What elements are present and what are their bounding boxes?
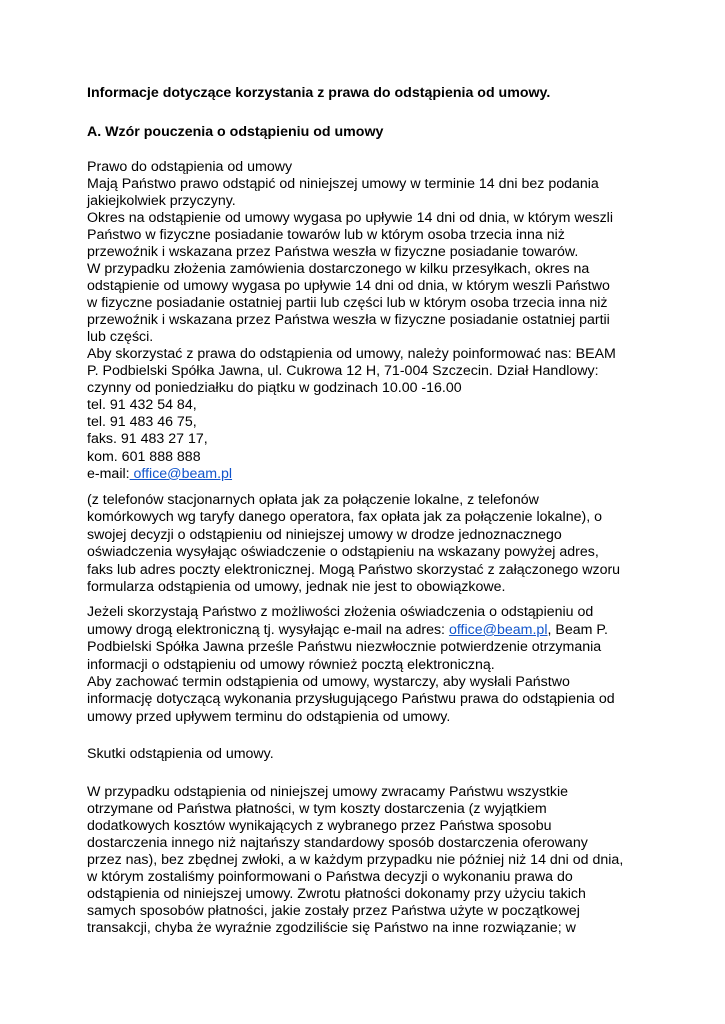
text-line: P. Podbielski Spółka Jawna, ul. Cukrowa 12 H, 71-004 Szczecin. Dział Handlowy: xyxy=(87,363,599,379)
text-line: przewoźnik i wskazana przez Państwa weszła w fizyczne posiadanie towarów. xyxy=(87,244,579,260)
section-a-heading: A. Wzór pouczenia o odstąpieniu od umowy xyxy=(87,124,384,140)
text-line: odstąpienie od umowy wygasa po upływie 14 dni od dnia, w którym weszli Państwo xyxy=(87,278,610,294)
text-line: umowy przed upływem terminu do odstąpienia od umowy. xyxy=(87,708,451,725)
text-line: komórkowych wg taryfy danego operatora, fax opłata jak za połączenie lokalne), o xyxy=(87,509,602,526)
text-span: umowy drogą elektroniczną tj. wysyłając e-mail na adres: xyxy=(87,621,449,638)
email-link[interactable]: office@beam.pl xyxy=(129,465,233,482)
effects-heading: Skutki odstąpienia od umowy. xyxy=(87,746,274,763)
text-line: informację dotyczącą wykonania przysługującego Państwu prawa do odstąpienia od xyxy=(87,691,615,708)
text-line: lub części. xyxy=(87,329,154,345)
text-line: otrzymane od Państwa płatności, w tym koszty dostarczenia (z wyjątkiem xyxy=(87,801,547,818)
email-label: e-mail: xyxy=(87,465,130,482)
email-link-inline[interactable]: office@beam.pl xyxy=(448,621,548,638)
text-line: przewoźnik i wskazana przez Państwa weszła w fizyczne posiadanie ostatniej partii xyxy=(87,312,610,328)
document-page xyxy=(87,84,647,937)
text-line: (z telefonów stacjonarnych opłata jak za połączenie lokalne, z telefonów xyxy=(87,492,539,509)
effects-heading-paragraph xyxy=(87,746,647,763)
phone-1: tel. 91 432 54 84, xyxy=(87,397,197,413)
text-line: formularza odstąpienia od umowy, jednak nie jest to obowiązkowe. xyxy=(87,579,506,596)
mobile-number: kom. 601 888 888 xyxy=(87,448,201,465)
text-line: Jeżeli skorzystają Państwo z możliwości złożenia oświadczenia o odstąpieniu od xyxy=(87,604,594,621)
fax-number: faks. 91 483 27 17, xyxy=(87,431,208,448)
text-line: odstąpienia od niniejszej umowy. Zwrotu płatności dokonamy przy użyciu takich xyxy=(87,886,586,903)
text-line: Państwo w fizyczne posiadanie towarów lub w którym osoba trzecia inna niż xyxy=(87,227,565,243)
contact-info-paragraph xyxy=(87,492,647,596)
text-line: faks lub adres poczty elektronicznej. Mogą Państwo skorzystać z załączonego wzoru xyxy=(87,561,621,578)
text-line: Aby zachować termin odstąpienia od umowy, wystarczy, aby wysłali Państwo xyxy=(87,674,570,691)
text-line: jakiejkolwiek przyczyny. xyxy=(87,193,236,209)
effects-paragraph xyxy=(87,784,647,937)
text-line: czynny od poniedziałku do piątku w godzinach 10.00 -16.00 xyxy=(87,380,462,396)
text-line: W przypadku odstąpienia od niniejszej umowy zwracamy Państwu wszystkie xyxy=(87,784,568,801)
text-line: dodatkowych kosztów wynikających z wybranego przez Państwa sposobu xyxy=(87,818,552,835)
text-line: przez nas), bez zbędnej zwłoki, a w każdym przypadku nie później niż 14 dni od dnia, xyxy=(87,852,624,869)
text-line: Okres na odstąpienie od umowy wygasa po upływie 14 dni od dnia, w którym weszli xyxy=(87,210,613,226)
text-line: w fizyczne posiadanie ostatniej partii lub części lub w którym osoba trzecia inna niż xyxy=(87,295,608,311)
text-line: informacji o odstąpieniu od umowy również pocztą elektroniczną. xyxy=(87,656,495,673)
text-line: Aby skorzystać z prawa do odstąpienia od umowy, należy poinformować nas: BEAM xyxy=(87,346,616,362)
text-line: w którym zostaliśmy poinformowani o Państwa decyzji o wykonaniu prawa do xyxy=(87,869,573,886)
text-line: W przypadku złożenia zamówienia dostarczonego w kilku przesyłkach, okres na xyxy=(87,261,590,277)
text-span: , Beam P. xyxy=(547,621,608,638)
text-line: transakcji, chyba że wyraźnie zgodziliście się Państwo na inne rozwiązanie; w xyxy=(87,920,576,937)
text-line: dostarczenia innego niż najtańszy standardowy sposób dostarczenia oferowany xyxy=(87,835,588,852)
email-line xyxy=(87,466,647,483)
text-line: Podbielski Spółka Jawna prześle Państwu niezwłocznie potwierdzenie otrzymania xyxy=(87,639,602,656)
phone-2: tel. 91 483 46 75, xyxy=(87,414,197,431)
text-line: Mają Państwo prawo odstąpić od niniejszej umowy w terminie 14 dni bez podania xyxy=(87,176,599,192)
text-line: swojej decyzji o odstąpieniu od niniejszej umowy w drodze jednoznacznego xyxy=(87,526,562,543)
text-line xyxy=(87,622,647,639)
text-line: samych sposobów płatności, jakie zostały przez Państwa użyte w początkowej xyxy=(87,903,580,920)
text-line: Prawo do odstąpienia od umowy xyxy=(87,159,293,175)
text-line: oświadczenia wysyłając oświadczenie o odstąpieniu na wskazany powyżej adres, xyxy=(87,544,599,561)
electronic-withdrawal-paragraph xyxy=(87,604,647,726)
document-title: Informacje dotyczące korzystania z prawa do odstąpienia od umowy. xyxy=(87,85,551,101)
contact-details xyxy=(87,397,647,483)
withdrawal-right-paragraph xyxy=(87,159,647,483)
